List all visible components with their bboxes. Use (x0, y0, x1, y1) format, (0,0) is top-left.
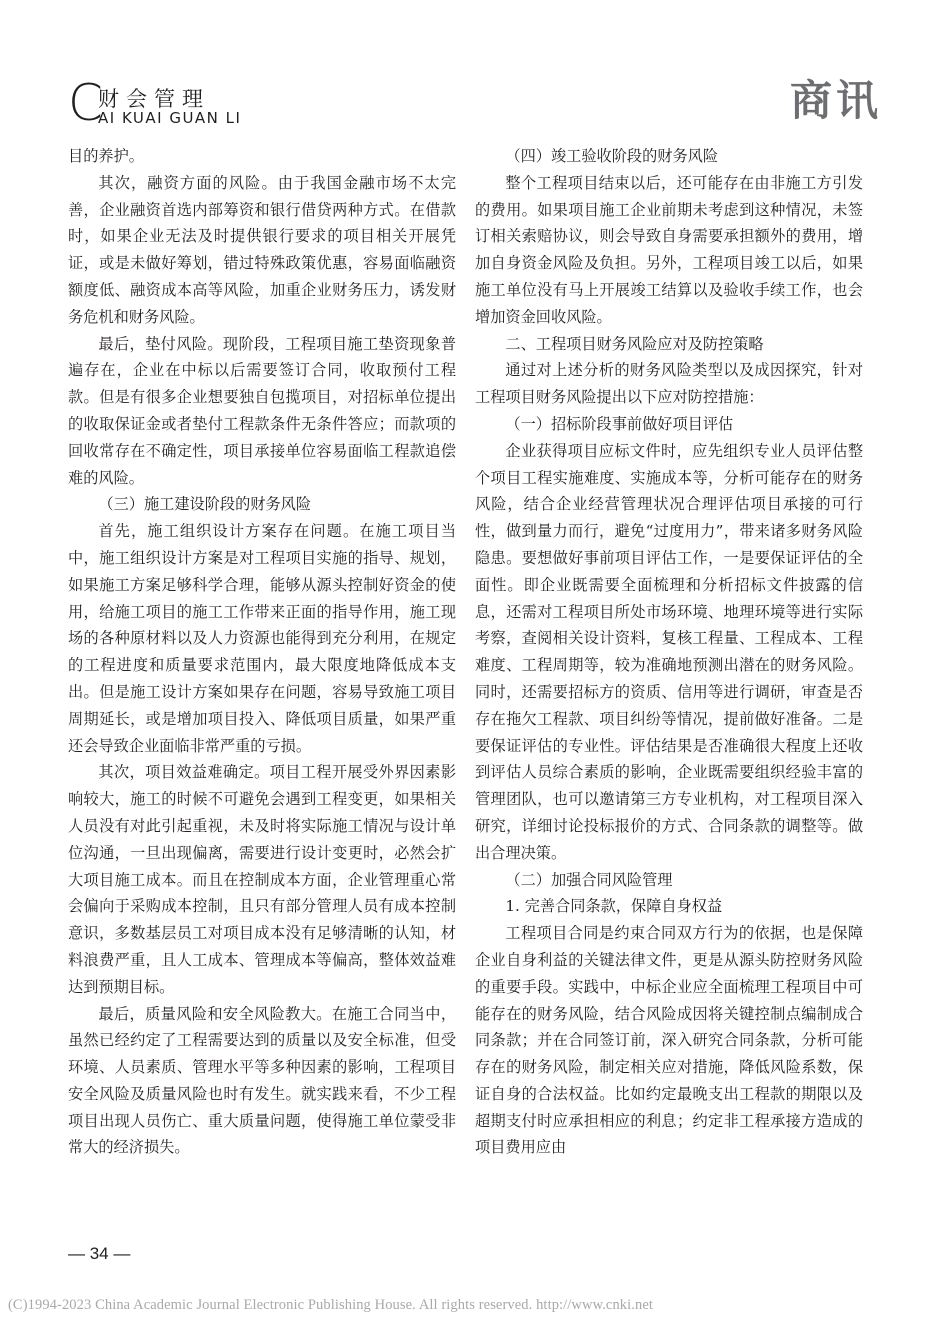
paragraph: 企业获得项目应标文件时，应先组织专业人员评估整个项目工程实施难度、实施成本等，分析可能存在的财务风险，结合企业经营管理状况合理评估项目承接的可行性，做到量力而行，避免“过度用力”，带来诸多财务风险隐患。要想做好事前项目评估工作，一是要保证评估的全面性。即企业既需要全面梳理和分析招标文件披露的信息，还需对工程项目所处市场环境、地理环境等进行实际考察，查阅相关设计资料，复核工程量、工程成本、工程难度、工程周期等，较为准确地预测出潜在的财务风险。同时，还需要招标方的资质、信用等进行调研，审查是否存在拖欠工程款、项目纠纷等情况，提前做好准备。二是要保证评估的专业性。评估结果是否准确很大程度上还收到评估人员综合素质的影响，企业既需要组织经验丰富的管理团队，也可以邀请第三方专业机构，对工程项目深入研究，详细讨论投标报价的方式、合同条款的调整等。做出合理决策。 (475, 441, 863, 862)
paragraph: 其次，融资方面的风险。由于我国金融市场不太完善，企业融资首选内部筹资和银行借贷两种方式。在借款时，如果企业无法及时提供银行要求的项目相关开展凭证，或是未做好筹划，错过特殊政策优惠，容易面临融资额度低、融资成本高等风险，加重企业财务压力，诱发财务危机和财务风险。 (68, 173, 456, 326)
section-title: 商讯 (790, 76, 883, 125)
paragraph: 目的养护。 (68, 147, 144, 165)
paragraph: （四）竣工验收阶段的财务风险 (505, 147, 719, 165)
right-column (475, 143, 863, 1161)
logo-pinyin-title: AI KUAI GUAN LI (98, 109, 242, 127)
paragraph: 整个工程项目结束以后，还可能存在由非施工方引发的费用。如果项目施工企业前期未考虑到这种情况，未签订相关索赔协议，则会导致自身需要承担额外的费用，增加自身资金风险及负担。另外，工程项目竣工以后，如果施工单位没有马上开展竣工结算以及验收手续工作，也会增加资金回收风险。 (475, 173, 863, 326)
paragraph: 二、工程项目财务风险应对及防控策略 (505, 334, 764, 353)
logo-letter: C (68, 74, 103, 132)
paragraph: 工程项目合同是约束合同双方行为的依据，也是保障企业自身利益的关键法律文件，更是从源头防控财务风险的重要手段。实践中，中标企业应全面梳理工程项目中可能存在的财务风险，结合风险成因将关键控制点编制成合同条款；并在合同签订前，深入研究合同条款，分析可能存在的财务风险，制定相关应对措施，降低风险系数，保证自身的合法权益。比如约定最晚支出工程款的期限以及超期支付时应承担相应的利息；约定非工程承接方造成的项目费用应由 (475, 924, 863, 1157)
paragraph: （三）施工建设阶段的财务风险 (98, 495, 312, 514)
left-column (68, 143, 456, 1161)
paragraph: 首先，施工组织设计方案存在问题。在施工项目当中，施工组织设计方案是对工程项目实施的指导、规划，如果施工方案足够科学合理，能够从源头控制好资金的使用，给施工项目的施工工作带来正面的指导作用，施工现场的各种原材料以及人力资源也能得到充分利用，在规定的工程进度和质量要求范围内，最大限度地降低成本支出。但是施工设计方案如果存在问题，容易导致施工项目周期延长，或是增加项目投入、降低项目质量，如果严重还会导致企业面临非常严重的亏损。 (68, 522, 456, 755)
paragraph: 最后，垫付风险。现阶段，工程项目施工垫资现象普遍存在，企业在中标以后需要签订合同，收取预付工程款。但是有很多企业想要独自包揽项目，对招标单位提出的收取保证金或者垫付工程款条件无条件答应；而款项的回收常存在不确定性，项目承接单位容易面临工程款追偿难的风险。 (68, 334, 456, 487)
logo-chinese-title: 财会管理 (98, 87, 210, 111)
journal-logo (68, 74, 242, 136)
paragraph: 最后，质量风险和安全风险教大。在施工合同当中，虽然已经约定了工程需要达到的质量以及安全标准，但受环境、人员素质、管理水平等多种因素的影响，工程项目安全风险及质量风险也时有发生。就实践来看，不少工程项目出现人员伤亡、重大质量问题，使得施工单位蒙受非常大的经济损失。 (68, 1004, 456, 1157)
paragraph: （二）加强合同风险管理 (505, 870, 673, 889)
paragraph: 通过对上述分析的财务风险类型以及成因探究，针对工程项目财务风险提出以下应对防控措施： (475, 361, 863, 407)
page-number: — 34 — (68, 1244, 131, 1263)
paragraph: （一）招标阶段事前做好项目评估 (505, 414, 734, 433)
paragraph: 其次，项目效益难确定。项目工程开展受外界因素影响较大，施工的时候不可避免会遇到工程变更，如果相关人员没有对此引起重视，未及时将实际施工情况与设计单位沟通，一旦出现偏离，需要进行设计变更时，必然会扩大项目施工成本。而且在控制成本方面，企业管理重心常会偏向于采购成本控制，且只有部分管理人员有成本控制意识，多数基层员工对项目成本没有足够清晰的认知，材料浪费严重，且人工成本、管理成本等偏高，整体效益难达到预期目标。 (68, 763, 456, 996)
paragraph: 1. 完善合同条款，保障自身权益 (505, 897, 723, 916)
copyright-notice: (C)1994-2023 China Academic Journal Electronic Publishing House. All rights reserved. http://www.cnki.net (8, 1297, 654, 1313)
